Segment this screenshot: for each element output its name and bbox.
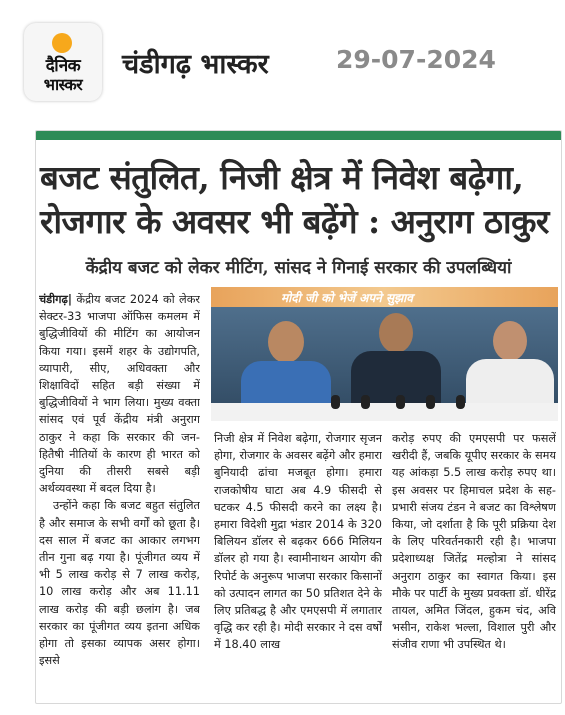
logo-line1: दैनिक xyxy=(45,56,81,76)
column3-text: करोड़ रुपए की एमएसपी पर फसलें खरीदी हैं, जबकि यूपीए सरकार के समय यह आंकड़ा 5.5 लाख करोड़ रुपए था। इस अवसर पर हिमाचल प्रदेश के सह-प्रभारी संजय टंडन ने बजट का विश्लेषण किया, जो दर्शाता है कि पूरी प्रक्रिया देश के लिए परिवर्तनकारी रही है। भाजपा प्रदेशाध्यक्ष जितेंद्र मल्होत्रा ने सांसद अनुराग ठाकुर का स्वागत किया। इस मौके पर पार्टी के मुख्य प्रवक्ता डॉ. धीरेंद्र तायल, अमित जिंदल, हुकम चंद, अवि भसीन, राकेश भल्ला, विशाल पुरी और संजीव राणा भी उपस्थित थे। xyxy=(392,432,556,652)
newspaper-clipping xyxy=(35,130,562,704)
article-column-2 xyxy=(214,430,382,700)
news-photo xyxy=(211,287,558,421)
article-column-3 xyxy=(392,430,556,700)
logo-line2: भास्कर xyxy=(43,75,83,94)
sun-icon xyxy=(52,33,72,53)
green-top-rule xyxy=(36,131,561,140)
microphone-icon xyxy=(456,395,465,409)
dainik-bhaskar-logo xyxy=(24,23,102,101)
microphone-icon xyxy=(426,395,435,409)
edition-date: 29-07-2024 xyxy=(336,45,496,74)
column2-text: निजी क्षेत्र में निवेश बढ़ेगा, रोजगार सृजन होगा, रोजगार के अवसर बढ़ेंगे और हमारा बुनियादी ढांचा मजबूत होगा। हमारा राजकोषीय घाटा अब 4.9 फीसदी से घटकर 4.5 फीसदी करने का लक्ष्य है। हमारा विदेशी मुद्रा भंडार 2014 के 320 बिलियन डॉलर से बढ़कर 666 मिलियन डॉलर हो गया है। स्वामीनाथन आयोग की रिपोर्ट के अनुरूप भाजपा सरकार किसानों को उत्पादन लागत का 50 प्रतिशत देने के लिए प्रतिबद्ध है और एमएसपी में लगातार वृद्धि कर रही है। मोदी सरकार ने दस वर्षों में 18.40 लाख xyxy=(214,432,382,652)
headline-line2: रोजगार के अवसर भी बढ़ेंगे : अनुराग ठाकुर xyxy=(40,202,549,241)
column1-paragraph1: केंद्रीय बजट 2024 को लेकर सेक्टर-33 भाजपा ऑफिस कमलम में बुद्धिजीवियों की मीटिंग का आयोजन किया गया। इसमें शहर के उद्योगपति, व्यापारी, सीए, अधिवक्ता और शिक्षाविदों सहित बड़ी संख्या में बुद्धिजीवियों ने भाग लिया। मुख्य वक्ता सांसद एवं पूर्व केंद्रीय मंत्री अनुराग ठाकुर ने कहा कि सरकार की जन-हितैषी नीतियों के कारण ही भारत को दुनिया की तीसरी सबसे बड़ी अर्थव्यवस्था में बदल दिया है। xyxy=(39,293,200,496)
microphone-icon xyxy=(331,395,340,409)
microphone-icon xyxy=(361,395,370,409)
article-column-1 xyxy=(39,291,200,701)
photo-banner xyxy=(211,287,558,307)
subheadline: केंद्रीय बजट को लेकर मीटिंग, सांसद ने गिनाई सरकार की उपलब्धियां xyxy=(85,258,512,278)
dateline: चंडीगढ़| xyxy=(39,293,72,306)
microphone-icon xyxy=(396,395,405,409)
headline-line1: बजट संतुलित, निजी क्षेत्र में निवेश बढ़ेगा, xyxy=(40,158,524,197)
column1-paragraph2: उन्होंने कहा कि बजट बहुत संतुलित है और समाज के सभी वर्गों को छूता है। दस साल में बजट का आकार लगभग तीन गुना बढ़ गया है। पूंजीगत व्यय में भी 5 लाख करोड़ से 7 लाख करोड़, 10 लाख करोड़ और अब 11.11 लाख करोड़ की बड़ी छलांग है। जब सरकार का पूंजीगत व्यय इतना अधिक होगा तो इसका व्यापक असर होगा। इससे xyxy=(39,499,200,668)
press-table xyxy=(211,403,558,421)
photo-banner-text: मोदी जी को भेजें अपने सुझाव xyxy=(281,291,413,305)
edition-title: चंडीगढ़ भास्कर xyxy=(122,49,269,80)
